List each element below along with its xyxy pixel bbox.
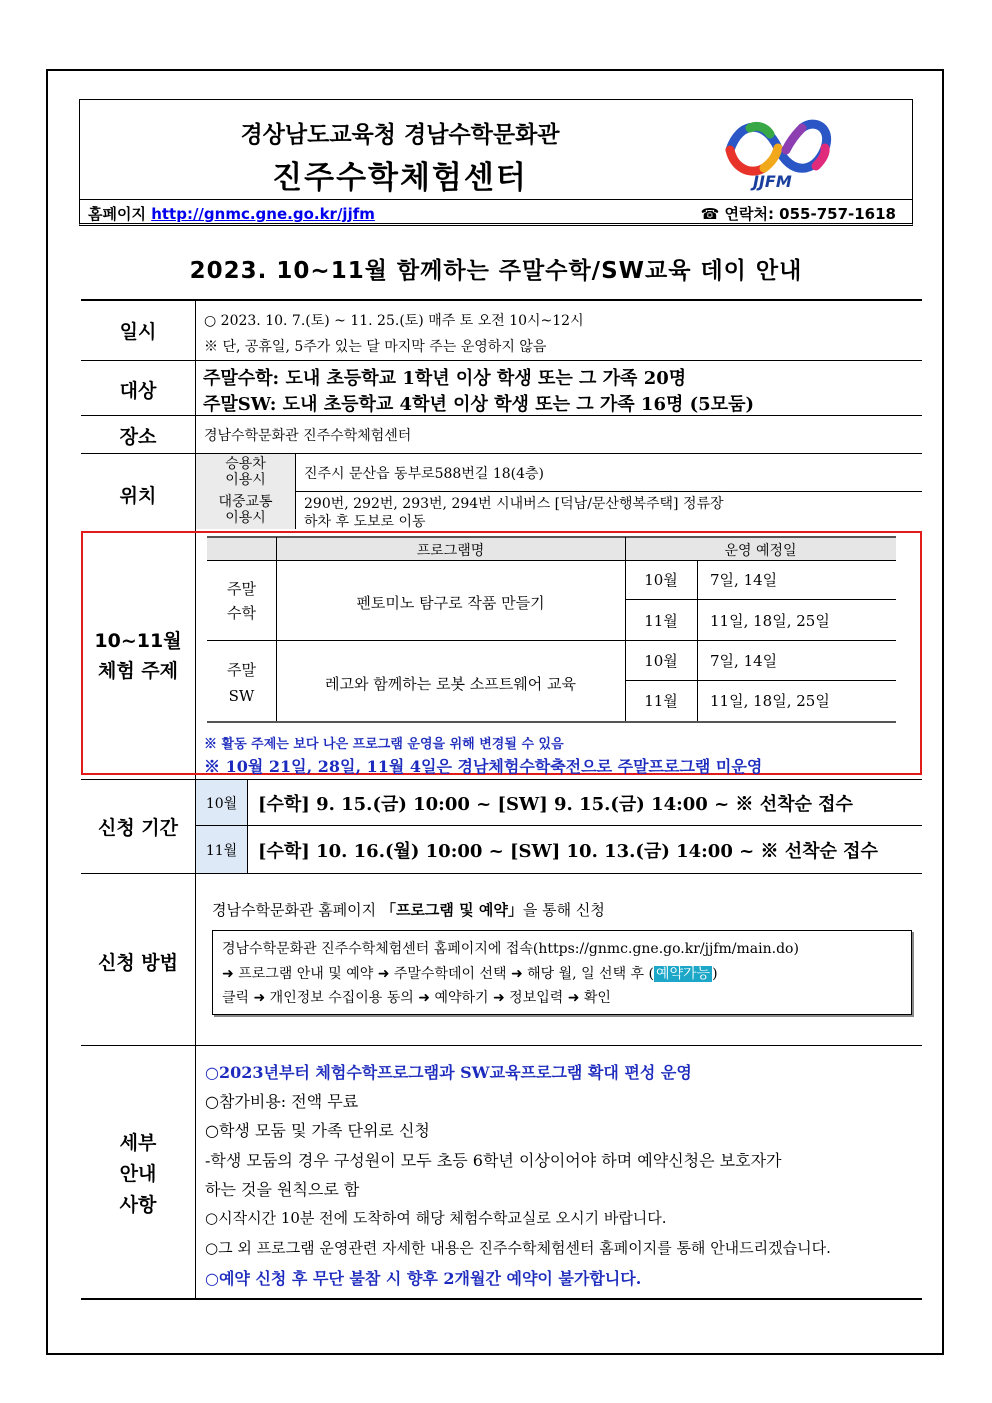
themes-row-divider — [625, 599, 896, 600]
logo-text: JJFM — [753, 172, 792, 191]
details-line-6: ○시작시간 10분 전에 도착하여 해당 체험수학교실로 오시기 바랍니다. — [205, 1209, 667, 1227]
math-oct: 10월 — [644, 571, 678, 589]
schedule-line-1: ○ 2023. 10. 7.(토) ~ 11. 25.(토) 매주 토 오전 10시~12시 — [204, 313, 584, 329]
themes-row-divider — [625, 680, 896, 681]
method-label: 신청 방법 — [97, 952, 179, 974]
location-label: 위치 — [119, 485, 157, 507]
schedule-label: 일시 — [119, 321, 157, 343]
math-oct-dates: 7일, 14일 — [710, 571, 778, 589]
themes-note-2: ※ 10월 21일, 28일, 11월 4일은 경남체험수학축전으로 주말프로그램 미운영 — [204, 757, 763, 776]
details-line-1: ○2023년부터 체험수학프로그램과 SW교육프로그램 확대 편성 운영 — [205, 1063, 692, 1082]
table-bottom-border — [81, 1298, 922, 1300]
themes-table-bottom — [207, 721, 896, 723]
header-center-name: 진주수학체험센터 — [272, 160, 528, 196]
sw-nov: 11월 — [644, 692, 678, 710]
target-line-1: 주말수학: 도내 초등학교 1학년 이상 학생 또는 그 가족 20명 — [203, 368, 687, 389]
period-nov-value: [수학] 10. 16.(월) 10:00 ~ [SW] 10. 13.(금) 14:00 ~ ※ 선착순 접수 — [258, 841, 878, 862]
details-line-8: ○예약 신청 후 무단 불참 시 향후 2개월간 예약이 불가합니다. — [205, 1269, 642, 1288]
sw-program: 레고와 함께하는 로봇 소프트웨어 교육 — [325, 675, 576, 693]
math-program: 펜토미노 탐구로 작품 만들기 — [356, 594, 545, 612]
table-top-border — [81, 299, 922, 301]
themes-label: 10~11월 체험 주제 — [94, 630, 182, 682]
math-nov: 11월 — [644, 612, 678, 630]
contact-row — [79, 200, 913, 226]
period-oct-value: [수학] 9. 15.(금) 10:00 ~ [SW] 9. 15.(금) 14:00 ~ ※ 선착순 접수 — [258, 794, 853, 815]
math-nov-dates: 11일, 18일, 25일 — [710, 612, 830, 630]
period-nov-label: 11월 — [205, 843, 238, 859]
details-line-2: ○참가비용: 전액 무료 — [205, 1092, 359, 1111]
period-divider — [247, 780, 248, 873]
sw-category: 주말 SW — [227, 661, 256, 705]
details-label: 세부 안내 사항 — [119, 1132, 157, 1216]
sw-oct: 10월 — [644, 652, 678, 670]
col-program-header: 프로그램명 — [416, 543, 485, 559]
car-value: 진주시 문산읍 동부로588번길 18(4층) — [304, 466, 545, 482]
details-line-3: ○학생 모둠 및 가족 단위로 신청 — [205, 1121, 430, 1140]
row-divider — [195, 491, 922, 492]
details-line-7: ○그 외 프로그램 운영관련 자세한 내용은 진주수학체험센터 홈페이지를 통해 안내드리겠습니다. — [205, 1239, 831, 1257]
details-line-4: -학생 모둠의 경우 구성원이 모두 초등 6학년 이상이어야 하며 예약신청은 보호자가 — [205, 1151, 782, 1170]
page-title: 2023. 10~11월 함께하는 주말수학/SW교육 데이 안내 — [189, 258, 803, 284]
row-divider — [81, 1045, 922, 1046]
sw-oct-dates: 7일, 14일 — [710, 652, 778, 670]
math-category: 주말 수학 — [227, 580, 256, 622]
themes-note-1: ※ 활동 주제는 보다 나은 프로그램 운영을 위해 변경될 수 있음 — [204, 737, 564, 752]
themes-row-divider — [207, 640, 896, 641]
schedule-line-2: ※ 단, 공휴일, 5주가 있는 달 마지막 주는 운영하지 않음 — [204, 339, 547, 355]
homepage-label: 홈페이지 — [88, 205, 146, 223]
sw-nov-dates: 11일, 18일, 25일 — [710, 692, 830, 710]
contact-phone: ☎ 연락처: 055-757-1618 — [700, 205, 896, 223]
bus-label: 대중교통 이용시 — [218, 494, 273, 526]
place-label: 장소 — [119, 426, 157, 448]
header-org: 경상남도교육청 경남수학문화관 — [240, 122, 560, 148]
details-line-5: 하는 것을 원칙으로 함 — [205, 1180, 360, 1199]
method-step-2: ➜ 프로그램 안내 및 예약 ➜ 주말수학데이 선택 ➜ 해당 월, 일 선택 후 ( 예약가능 ) — [222, 966, 718, 982]
location-divider — [295, 454, 296, 529]
themes-col-divider — [697, 560, 698, 721]
row-divider — [195, 825, 922, 826]
reservation-available-badge: 예약가능 — [655, 966, 711, 982]
method-step-1: 경남수학문화관 진주수학체험센터 홈페이지에 접속(https://gnmc.gne.go.kr/jjfm/main.do) — [222, 941, 799, 957]
target-line-2: 주말SW: 도내 초등학교 4학년 이상 학생 또는 그 가족 16명 (5모둠) — [203, 394, 754, 415]
homepage — [88, 203, 375, 224]
row-divider — [81, 360, 922, 361]
period-label: 신청 기간 — [97, 817, 179, 839]
car-label: 승용차 이용시 — [225, 456, 266, 488]
header-box — [79, 99, 913, 200]
target-label: 대상 — [119, 380, 157, 402]
place-value: 경남수학문화관 진주수학체험센터 — [204, 428, 412, 444]
bus-value-1: 290번, 292번, 293번, 294번 시내버스 [덕남/문산행복주택] 정류장 — [304, 496, 724, 512]
period-oct-label: 10월 — [205, 796, 238, 812]
method-intro: 경남수학문화관 홈페이지 「프로그램 및 예약」을 통해 신청 — [212, 901, 605, 919]
row-divider — [81, 873, 922, 874]
themes-header-divider — [207, 560, 896, 561]
themes-table-top — [207, 536, 896, 538]
method-step-3: 클릭 ➜ 개인정보 수집이용 동의 ➜ 예약하기 ➜ 정보입력 ➜ 확인 — [222, 990, 611, 1006]
bus-value-2: 하차 후 도보로 이동 — [304, 514, 426, 530]
homepage-link[interactable]: http://gnmc.gne.go.kr/jjfm — [151, 205, 375, 223]
col-dates-header: 운영 예정일 — [724, 543, 797, 559]
